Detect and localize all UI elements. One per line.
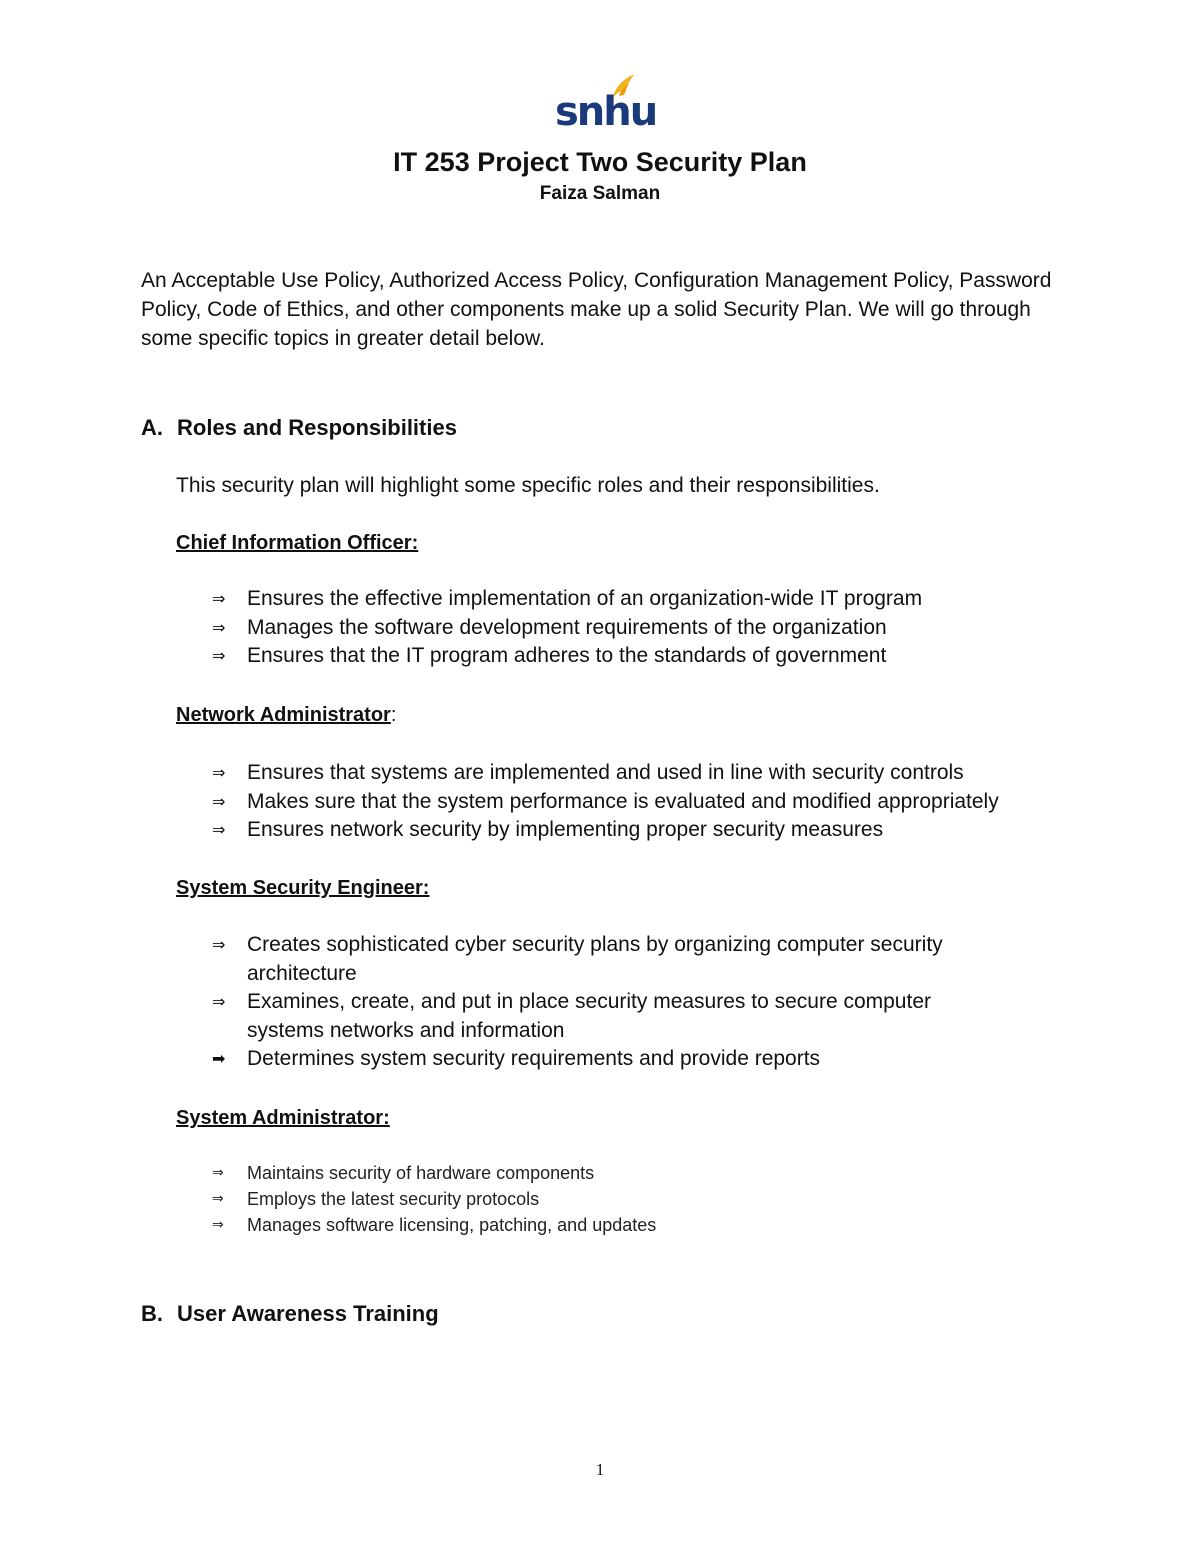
arrow-icon: ⇒ — [212, 589, 226, 608]
role-list-system-admin — [212, 1160, 1042, 1238]
page-number: 1 — [595, 1460, 605, 1479]
arrow-icon: ⇒ — [212, 992, 226, 1011]
role-heading-network-admin — [176, 701, 396, 729]
list-item: ⇒ Ensures that systems are implemented and used in line with security controls — [212, 759, 1042, 788]
arrow-icon: ⇒ — [212, 646, 226, 665]
section-a-title: Roles and Responsibilities — [177, 415, 457, 440]
section-b-title: User Awareness Training — [177, 1301, 439, 1326]
arrow-icon: ⇒ — [212, 820, 226, 839]
list-item: ⇒ Ensures the effective implementation of an organization-wide IT program — [212, 585, 1042, 614]
snhu-logo — [555, 72, 657, 135]
list-item: ➡ Determines system security requirements and provide reports — [212, 1045, 1012, 1074]
list-item: ⇒ Maintains security of hardware components — [212, 1160, 1042, 1186]
logo-text: snhu — [555, 89, 657, 135]
role-suffix: : — [390, 704, 397, 726]
role-heading-system-admin — [176, 1104, 390, 1132]
arrow-icon: ⇒ — [212, 1191, 224, 1207]
list-item: ⇒ Employs the latest security protocols — [212, 1186, 1042, 1212]
role-list-network-admin — [212, 759, 1042, 845]
list-item: ⇒ Makes sure that the system performance is evaluated and modified appropriately — [212, 788, 1042, 817]
arrow-bold-icon: ➡ — [212, 1049, 226, 1068]
arrow-icon: ⇒ — [212, 1217, 224, 1233]
author-name: Faiza Salman — [539, 183, 661, 204]
role-heading-cio — [176, 529, 418, 557]
arrow-icon: ⇒ — [212, 791, 226, 811]
arrow-icon: ⇒ — [212, 763, 226, 782]
arrow-icon: ⇒ — [212, 617, 226, 637]
section-a-intro: This security plan will highlight some specific roles and their responsibilities. — [176, 474, 880, 497]
list-item: ⇒ Examines, create, and put in place security measures to secure computer systems networks and information — [212, 990, 931, 1042]
role-list-cio — [212, 585, 1042, 671]
role-list-security-engineer — [212, 931, 1012, 1074]
list-item: ⇒ Manages the software development requirements of the organization — [212, 614, 1042, 643]
section-a-letter: A. — [141, 415, 163, 440]
list-item: ⇒ Creates sophisticated cyber security plans by organizing computer security architecture — [212, 933, 943, 985]
role-name: System Administrator: — [176, 1107, 390, 1129]
role-name: System Security Engineer: — [176, 877, 430, 899]
role-name: Network Administrator — [176, 704, 391, 726]
arrow-icon: ⇒ — [212, 1165, 224, 1181]
section-b-letter: B. — [141, 1301, 163, 1326]
list-item: ⇒ Manages software licensing, patching, and updates — [212, 1212, 1042, 1238]
list-item: ⇒ Ensures that the IT program adheres to the standards of government — [212, 642, 1042, 671]
section-b-heading — [141, 1299, 439, 1329]
list-item: ⇒ Ensures network security by implementing proper security measures — [212, 816, 1042, 845]
intro-paragraph: An Acceptable Use Policy, Authorized Access Policy, Configuration Management Policy, Password Policy, Code of Ethics, and other components make up a solid Security Plan. We will go through some specific topics in greater detail below. — [141, 269, 1052, 350]
section-a-heading — [141, 413, 457, 443]
arrow-icon: ⇒ — [212, 935, 226, 954]
role-name: Chief Information Officer: — [176, 532, 419, 554]
document-title: IT 253 Project Two Security Plan — [393, 147, 807, 177]
role-heading-security-engineer — [176, 874, 429, 902]
